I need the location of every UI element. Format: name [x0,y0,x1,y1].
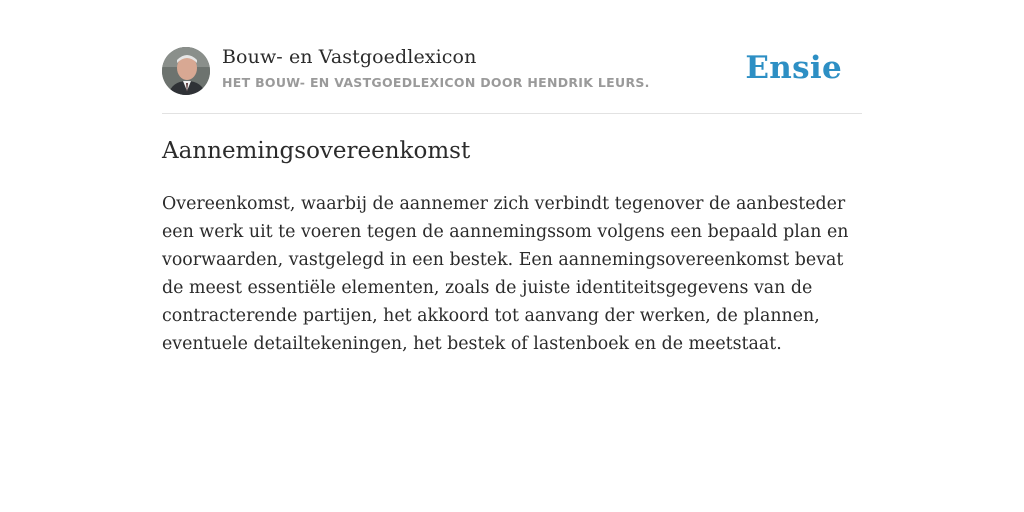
ensie-logo[interactable]: Ensie [745,50,842,86]
header-divider [162,113,862,114]
author-portrait-icon [162,47,210,95]
publication-title[interactable]: Bouw- en Vastgoedlexicon [222,46,477,68]
publication-subtitle: HET BOUW- EN VASTGOEDLEXICON DOOR HENDRIK LEURS. [222,75,650,90]
author-avatar[interactable] [162,47,210,95]
entry-definition: Overeenkomst, waarbij de aannemer zich verbindt tegenover de aanbesteder een werk uit te voeren tegen de aannemingssom volgens een bepaald plan en voorwaarden, vastgelegd in een bestek. Een aannemingsovereenkomst bevat de meest essentiële elementen, zoals de juiste identiteitsgegevens van de contracterende partijen, het akkoord tot aanvang der werken, de plannen, eventuele detailtekeningen, het bestek of lastenboek en de meetstaat. [162,194,849,354]
entry-title: Aannemingsovereenkomst [162,138,471,164]
header [162,46,862,96]
